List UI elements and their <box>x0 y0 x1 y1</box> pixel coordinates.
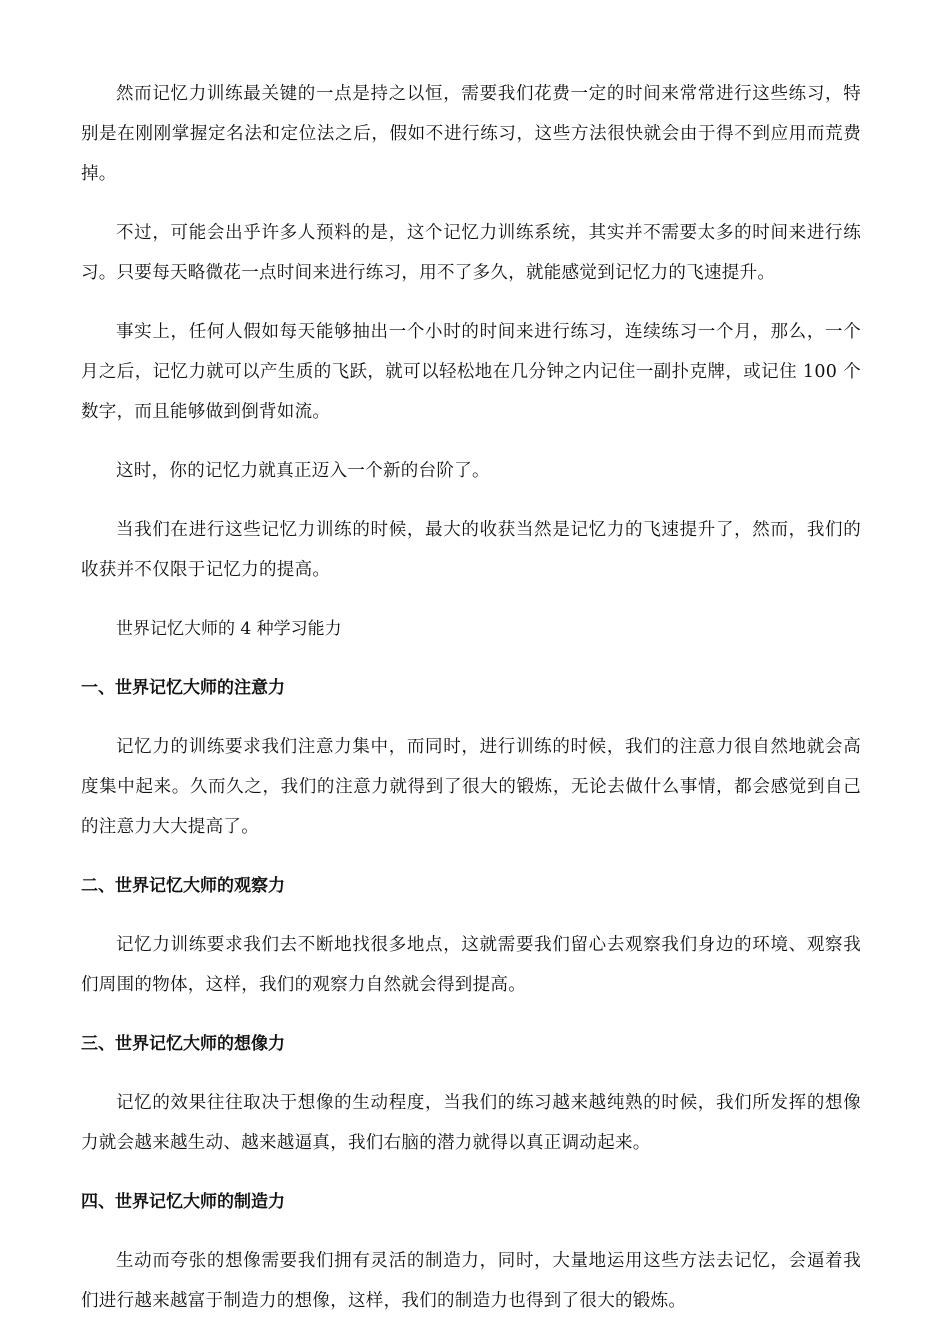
heading-creativity: 四、世界记忆大师的制造力 <box>81 1192 285 1212</box>
paragraph-persistence: 然而记忆力训练最关键的一点是持之以恒，需要我们花费一定的时间来常常进行这些练习，特别是在刚刚掌握定名法和定位法之后，假如不进行练习，这些方法很快就会由于得不到应用而荒费掉。 <box>81 84 861 184</box>
paragraph-creativity: 生动而夸张的想像需要我们拥有灵活的制造力，同时，大量地运用这些方法去记忆，会逼着我们进行越来越富于制造力的想像，这样，我们的制造力也得到了很大的锻炼。 <box>81 1251 861 1311</box>
section-subtitle: 世界记忆大师的 4 种学习能力 <box>116 619 342 639</box>
heading-attention: 一、世界记忆大师的注意力 <box>81 678 285 698</box>
paragraph-imagination: 记忆的效果往往取决于想像的生动程度，当我们的练习越来越纯熟的时候，我们所发挥的想像力就会越来越生动、越来越逼真，我们右脑的潜力就得以真正调动起来。 <box>81 1093 861 1153</box>
heading-observation: 二、世界记忆大师的观察力 <box>81 876 285 896</box>
paragraph-gains: 当我们在进行这些记忆力训练的时候，最大的收获当然是记忆力的飞速提升了，然而，我们的收获并不仅限于记忆力的提高。 <box>81 520 861 580</box>
document-page <box>81 74 861 1340</box>
paragraph-attention: 记忆力的训练要求我们注意力集中，而同时，进行训练的时候，我们的注意力很自然地就会高度集中起来。久而久之，我们的注意力就得到了很大的锻炼，无论去做什么事情，都会感觉到自己的注意力大大提高了。 <box>81 737 861 837</box>
heading-imagination: 三、世界记忆大师的想像力 <box>81 1034 285 1054</box>
paragraph-new-level: 这时，你的记忆力就真正迈入一个新的台阶了。 <box>116 461 490 481</box>
paragraph-one-month: 事实上，任何人假如每天能够抽出一个小时的时间来进行练习，连续练习一个月，那么，一个月之后，记忆力就可以产生质的飞跃，就可以轻松地在几分钟之内记住一副扑克牌，或记住 100 个数字，而且能够做到倒背如流。 <box>81 322 861 422</box>
paragraph-time-needed: 不过，可能会出乎许多人预料的是，这个记忆力训练系统，其实并不需要太多的时间来进行练习。只要每天略微花一点时间来进行练习，用不了多久，就能感觉到记忆力的飞速提升。 <box>81 223 861 283</box>
paragraph-observation: 记忆力训练要求我们去不断地找很多地点，这就需要我们留心去观察我们身边的环境、观察我们周围的物体，这样，我们的观察力自然就会得到提高。 <box>81 935 861 995</box>
